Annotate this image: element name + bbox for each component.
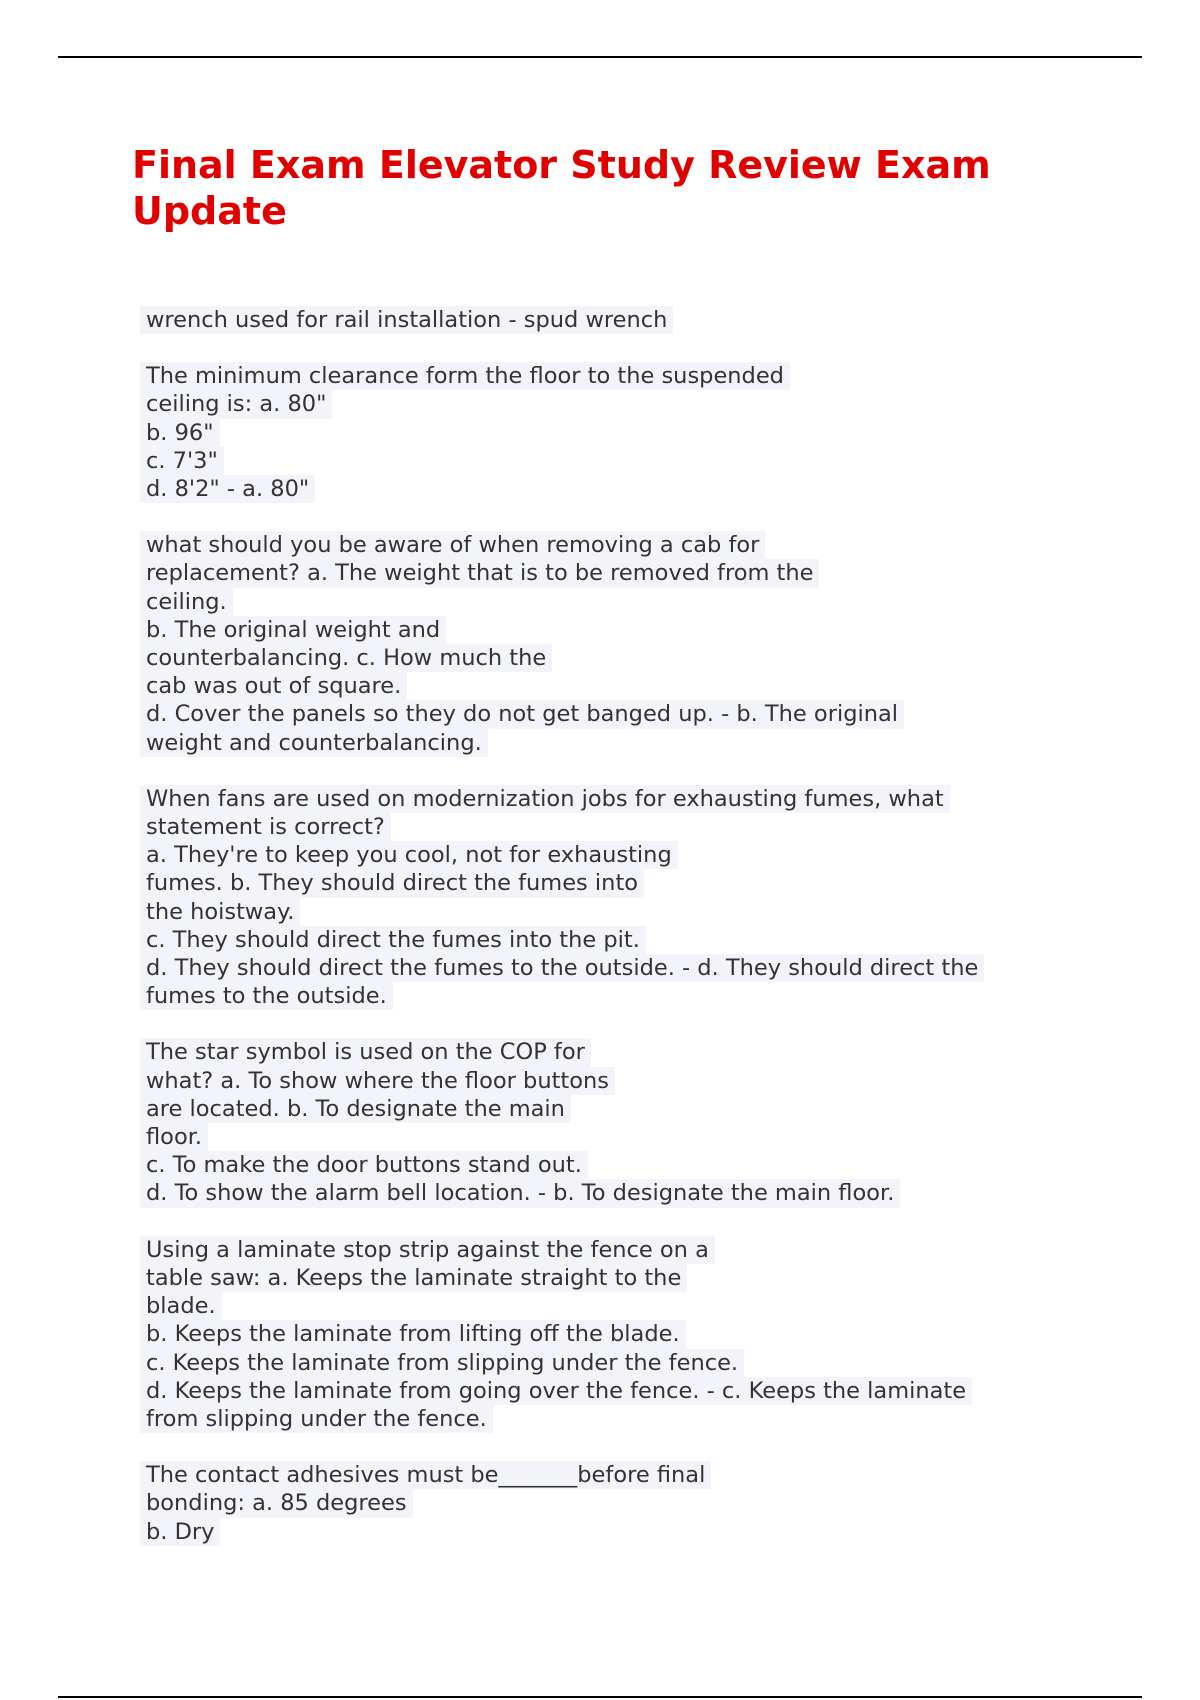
question-line: fumes. b. They should direct the fumes into bbox=[140, 869, 644, 897]
question-item bbox=[140, 1038, 1100, 1207]
question-line: floor. bbox=[140, 1123, 208, 1151]
question-line: ceiling. bbox=[140, 588, 233, 616]
question-list bbox=[140, 306, 1100, 1574]
question-line: The star symbol is used on the COP for bbox=[140, 1038, 591, 1066]
question-line: d. Cover the panels so they do not get banged up. - b. The original bbox=[140, 700, 904, 728]
question-item bbox=[140, 362, 1100, 503]
question-line: weight and counterbalancing. bbox=[140, 729, 488, 757]
question-line: fumes to the outside. bbox=[140, 982, 393, 1010]
question-item bbox=[140, 785, 1100, 1011]
question-item bbox=[140, 1236, 1100, 1433]
question-line: are located. b. To designate the main bbox=[140, 1095, 571, 1123]
question-line: from slipping under the fence. bbox=[140, 1405, 493, 1433]
question-line: The contact adhesives must be_______before final bbox=[140, 1461, 711, 1489]
question-line: b. Keeps the laminate from lifting off the blade. bbox=[140, 1320, 686, 1348]
question-line: wrench used for rail installation - spud wrench bbox=[140, 306, 673, 334]
question-item bbox=[140, 1461, 1100, 1546]
question-line: table saw: a. Keeps the laminate straight to the bbox=[140, 1264, 687, 1292]
title-line: Update bbox=[132, 189, 287, 233]
document-title bbox=[132, 142, 1092, 234]
question-line: blade. bbox=[140, 1292, 222, 1320]
question-line: bonding: a. 85 degrees bbox=[140, 1489, 413, 1517]
top-rule bbox=[58, 56, 1142, 58]
question-line: b. Dry bbox=[140, 1518, 220, 1546]
question-line: cab was out of square. bbox=[140, 672, 407, 700]
question-line: d. Keeps the laminate from going over the fence. - c. Keeps the laminate bbox=[140, 1377, 972, 1405]
question-item bbox=[140, 306, 1100, 334]
question-line: d. To show the alarm bell location. - b. To designate the main floor. bbox=[140, 1179, 900, 1207]
question-line: ceiling is: a. 80" bbox=[140, 390, 332, 418]
title-line: Final Exam Elevator Study Review Exam bbox=[132, 143, 991, 187]
question-line: When fans are used on modernization jobs for exhausting fumes, what bbox=[140, 785, 950, 813]
question-line: c. Keeps the laminate from slipping under the fence. bbox=[140, 1349, 744, 1377]
question-line: what? a. To show where the floor buttons bbox=[140, 1067, 615, 1095]
question-line: c. 7'3" bbox=[140, 447, 224, 475]
question-line: statement is correct? bbox=[140, 813, 391, 841]
question-line: counterbalancing. c. How much the bbox=[140, 644, 552, 672]
question-line: b. The original weight and bbox=[140, 616, 446, 644]
question-line: The minimum clearance form the floor to the suspended bbox=[140, 362, 790, 390]
question-line: c. They should direct the fumes into the pit. bbox=[140, 926, 646, 954]
question-line: b. 96" bbox=[140, 419, 220, 447]
question-line: a. They're to keep you cool, not for exhausting bbox=[140, 841, 678, 869]
question-line: what should you be aware of when removing a cab for bbox=[140, 531, 765, 559]
question-line: d. 8'2" - a. 80" bbox=[140, 475, 315, 503]
question-line: the hoistway. bbox=[140, 898, 300, 926]
question-line: d. They should direct the fumes to the outside. - d. They should direct the bbox=[140, 954, 984, 982]
question-line: replacement? a. The weight that is to be removed from the bbox=[140, 559, 819, 587]
question-item bbox=[140, 531, 1100, 757]
bottom-rule bbox=[58, 1696, 1142, 1698]
question-line: Using a laminate stop strip against the fence on a bbox=[140, 1236, 715, 1264]
question-line: c. To make the door buttons stand out. bbox=[140, 1151, 588, 1179]
